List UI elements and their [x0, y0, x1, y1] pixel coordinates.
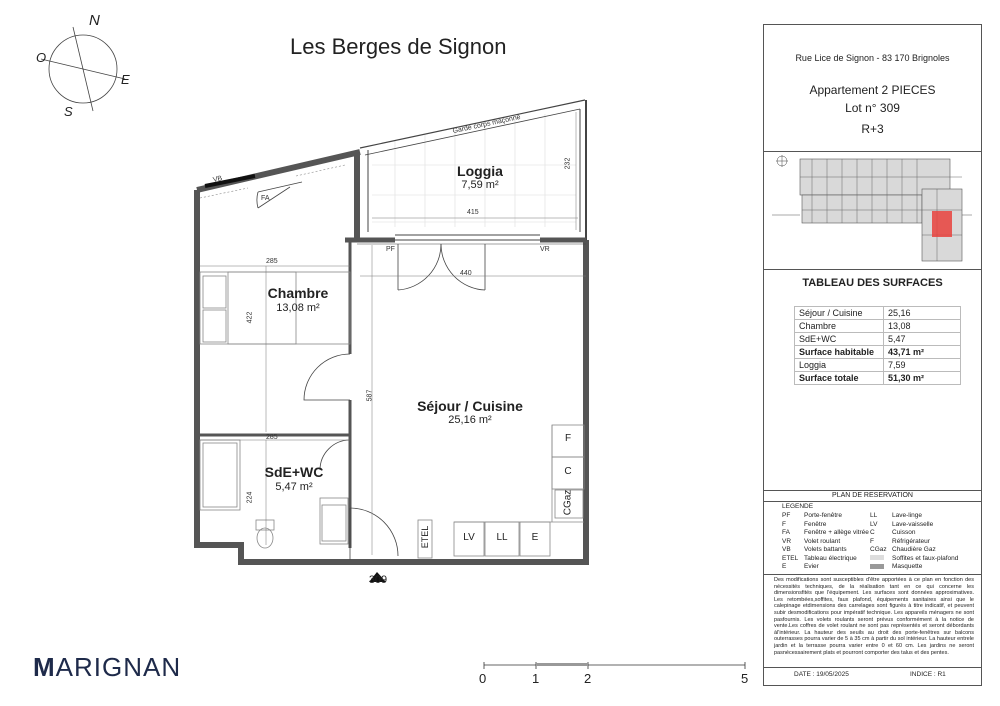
dim-285-sde: 285 [266, 434, 278, 441]
table-row: Surface totale 51,30 m² [795, 372, 961, 385]
project-title: Les Berges de Signon [290, 34, 507, 59]
sde-area: 5,47 m² [275, 481, 313, 493]
legend-item: ETEL Tableau électrique [782, 554, 857, 562]
marignan-logo: MARIGNAN [33, 652, 182, 682]
legend-item: PF Porte-fenêtre [782, 512, 842, 519]
legend-item: F Fenêtre [782, 520, 827, 528]
appliance-cgaz: CGaz [562, 489, 574, 516]
surfaces-table-title: TABLEAU DES SURFACES [802, 277, 943, 289]
legend-item: E Evier [782, 563, 819, 570]
legend-item: FA Fenêtre + allège vitrée [782, 529, 869, 536]
scale-2: 2 [584, 671, 592, 686]
compass-east: E [121, 72, 130, 87]
appliance-lv: LV [463, 532, 475, 543]
appliance-f: F [564, 433, 572, 444]
lot-number: Lot n° 309 [845, 101, 900, 115]
reservation-title: PLAN DE RESERVATION [832, 492, 913, 499]
compass-south: S [64, 104, 73, 119]
chambre-area: 13,08 m² [276, 302, 320, 314]
toilet [256, 520, 274, 548]
exterior-walls [197, 152, 586, 562]
disclaimer-notes: Des modifications sont susceptibles d'être apportées à ce plan en fonction des nécessités techniques, de la réalisation tant en ce qui concerne les dimensionsfités que l'équipement. Les surfaces sont données approximatives. Les retombées,soffites, faux plafond, équipements sanitaires ainsi que le calepinage etdimensions des carrelages sont figurés à titre indicatif, et peuvent subir desmodifications pour impératif technique. Les appareils ménagers ne sont pasfournis. Les volets roulants seront prévus conformément à la notice de vente.Les coffres de volet roulant ne sont pas représentés et seront débordants àl'intérieur. La hauteur des seuils au droit des porte-fenêtres sur balcons outerrasses pourra varier de 5 à 35 cm à partir du sol intérieur. La hauteur entrele jardin et la terrasse pourra varier entre 0 et 60 cm. Les jardins ne seront pasnécessairement plats et pourront comporter des talus et des pentes. [774, 577, 974, 656]
vb-label: VB [212, 175, 224, 184]
washbasin [322, 505, 346, 541]
sejour-name: Séjour / Cuisine [417, 398, 523, 414]
legend-item: LV Lave-vaisselle [870, 520, 934, 528]
table-row: Séjour / Cuisine 25,16 [795, 307, 961, 320]
garde-corps-label: Garde corps maçonné [452, 113, 522, 136]
table-row: Surface habitable 43,71 m² [795, 346, 961, 359]
loggia-wall [345, 235, 586, 244]
appliance-c: C [564, 466, 572, 477]
dim-587: 587 [366, 389, 374, 402]
legend-title: LEGENDE [782, 503, 814, 510]
pf-door [398, 244, 485, 290]
legend-item: VR Volet roulant [782, 537, 841, 545]
legend-item: Soffites et faux-plafond [870, 555, 958, 564]
compass-north: N [89, 12, 100, 29]
sde-name: SdE+WC [264, 464, 324, 480]
table-row: Loggia 7,59 [795, 359, 961, 372]
legend-left [782, 512, 869, 572]
table-row: SdE+WC 5,47 [795, 333, 961, 346]
scale-1: 1 [532, 671, 540, 686]
dim-285-chambre: 285 [266, 258, 278, 265]
scale-5: 5 [741, 671, 749, 686]
appliance-ll: LL [496, 532, 508, 543]
pf-label: PF [386, 246, 395, 253]
appliance-etel: ETEL [420, 525, 430, 549]
appliance-e: E [531, 532, 539, 543]
sejour-area: 25,16 m² [448, 414, 492, 426]
legend-item: Masquette [870, 563, 958, 572]
dim-422: 422 [246, 311, 254, 324]
dim-224: 224 [246, 491, 254, 504]
dim-232: 232 [564, 157, 572, 170]
apartment-type: Appartement 2 PIECES [809, 83, 936, 97]
loggia-area: 7,59 m² [461, 179, 499, 191]
legend-item: CGaz Chaudière Gaz [870, 546, 936, 553]
scale-bar [484, 662, 745, 669]
chambre-name: Chambre [267, 285, 329, 301]
title-block [763, 24, 982, 686]
lot-marker: 309 [368, 574, 388, 586]
legend-item: F Réfrigérateur [870, 537, 930, 545]
floor-level: R+3 [861, 122, 884, 136]
legend-right [870, 512, 958, 572]
address: Rue Lice de Signon - 83 170 Brignoles [795, 53, 950, 63]
surfaces-table [794, 306, 961, 385]
vr-label: VR [540, 246, 550, 253]
compass-west: O [36, 50, 47, 65]
index-label: INDICE : R1 [910, 671, 946, 678]
scale-0: 0 [479, 671, 487, 686]
legend-item: LL Lave-linge [870, 512, 922, 519]
date-label: DATE : 19/05/2025 [794, 671, 849, 678]
loggia-name: Loggia [457, 163, 503, 179]
dim-415: 415 [467, 209, 479, 216]
dim-440: 440 [460, 270, 472, 277]
key-plan [772, 155, 972, 263]
compass-icon [41, 27, 125, 111]
legend-item: C Cuisson [870, 529, 916, 536]
legend-item: VB Volets battants [782, 546, 847, 553]
table-row: Chambre 13,08 [795, 320, 961, 333]
fa-label: FA [261, 195, 270, 202]
